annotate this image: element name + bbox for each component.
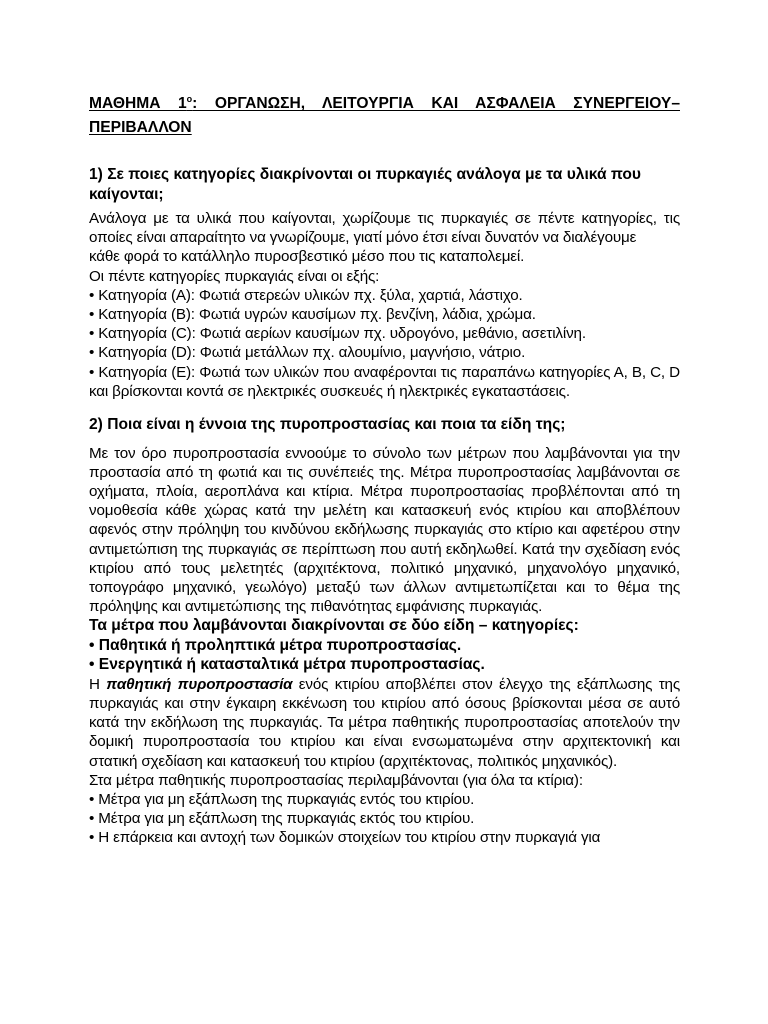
passive-protection-paragraph [89,675,680,771]
passive-list-intro: Στα μέτρα παθητικής πυροπροστασίας περιλαμβάνονται (για όλα τα κτίρια): [89,771,583,789]
title-prefix: ΜΑΘΗΜΑ 1 [89,95,187,112]
passive-measure-item: • Η επάρκεια και αντοχή των δομικών στοιχείων του κτιρίου στην πυρκαγιά για [89,829,601,847]
passive-rest: ενός κτιρίου αποβλέπει στον έλεγχο της εξάπλωσης της πυρκαγιάς και στην έγκαιρη εκκένωση του κτιρίου από όσους βρίσκονται μέσα σε αυτό κατά την εκδήλωση της πυρκαγιάς. Τα μέτρα παθητικής πυροπροστασίας αποτελούν την δομική πυροπροστασία του κτιρίου και είναι ενσωματωμένα στην αρχιτεκτονική και στατική σχεδίαση και κατασκευή του κτιρίου (αρχιτέκτονας, πολιτικός μηχανικός). [89,675,681,770]
section-1-intro: Ανάλογα με τα υλικά που καίγονται, χωρίζουμε τις πυρκαγιές σε πέντε κατηγορίες, τις οποίες είναι απαραίτητο να γνωρίζουμε, γιατί μόνο έτσι είναι δυνατόν να διαλέγουμε [89,210,680,247]
passive-pre: Η [89,675,107,693]
measure-type-item: • Ενεργητικά ή κατασταλτικά μέτρα πυροπροστασίας. [89,656,485,674]
question-1-heading: 1) Σε ποιες κατηγορίες διακρίνονται οι πυρκαγιές ανάλογα με τα υλικά που καίγονται; [89,166,642,203]
measure-type-item: • Παθητικά ή προληπτικά μέτρα πυροπροστασίας. [89,636,462,654]
passive-measure-item: • Μέτρα για μη εξάπλωση της πυρκαγιάς εντός του κτιρίου. [89,791,475,809]
passive-term: παθητική πυροπροστασία [106,675,293,693]
page-title [89,92,680,140]
category-item: • Κατηγορία (D): Φωτιά μετάλλων πχ. αλουμίνιο, μαγνήσιο, νάτριο. [89,344,526,362]
measures-types-heading: Τα μέτρα που λαμβάνονται διακρίνονται σε δύο είδη – κατηγορίες: [89,617,579,635]
category-item: • Κατηγορία (Β): Φωτιά υγρών καυσίμων πχ. βενζίνη, λάδια, χρώμα. [89,306,536,324]
passive-measure-item: • Μέτρα για μη εξάπλωση της πυρκαγιάς εκτός του κτιρίου. [89,810,475,828]
category-item: • Κατηγορία (Ε): Φωτιά των υλικών που αναφέρονται τις παραπάνω κατηγορίες Α, Β, C, D και βρίσκονται κοντά σε ηλεκτρικές συσκευές ή ηλεκτρικές εγκαταστάσεις. [89,363,680,400]
question-2-heading: 2) Ποια είναι η έννοια της πυροπροστασίας και ποια τα είδη της; [89,416,566,434]
title-rest: : ΟΡΓΑΝΩΣΗ, ΛΕΙΤΟΥΡΓΙΑ ΚΑΙ ΑΣΦΑΛΕΙΑ ΣΥΝΕΡΓΕΙΟΥ– ΠΕΡΙΒΑΛΛΟΝ [89,95,680,136]
category-item: • Κατηγορία (C): Φωτιά αερίων καυσίμων πχ. υδρογόνο, μεθάνιο, ασετιλίνη. [89,325,586,343]
categories-intro: Οι πέντε κατηγορίες πυρκαγιάς είναι οι εξής: [89,267,380,285]
fire-protection-definition: Με τον όρο πυροπροστασία εννοούμε το σύνολο των μέτρων που λαμβάνονται για την προστασία από τη φωτιά και τις συνέπειές της. Μέτρα πυροπροστασίας λαμβάνονται σε οχήματα, πλοία, αεροπλάνα και κτίρια. Μέτρα πυροπροστασίας προβλέπονται από τη νομοθεσία κάθε χώρας κατά την μελέτη και κατασκευή ενός κτιρίου και αποβλέπουν αφενός στην πρόληψη του κινδύνου εκδήλωσης πυρκαγιάς στο κτίριο και αφετέρου στην αντιμετώπιση της πυρκαγιάς σε περίπτωση που αυτή εκδηλωθεί. Κατά την σχεδίαση ενός κτιρίου από τους μελετητές (αρχιτέκτονα, πολιτικό μηχανικό, μηχανολόγο μηχανικό, τοπογράφο μηχανικό, γεωλόγο) μεταξύ των άλλων αντιμετωπίζεται και το θέμα της πρόληψης και αντιμετώπισης της πιθανότητας εμφάνισης πυρκαγιάς. [89,444,680,616]
section-1-intro-cont: κάθε φορά το κατάλληλο πυροσβεστικό μέσο που τις καταπολεμεί. [89,248,525,266]
title-superscript: ο [186,94,193,104]
section-2-body [89,444,680,848]
category-item: • Κατηγορία (Α): Φωτιά στερεών υλικών πχ. ξύλα, χαρτιά, λάστιχο. [89,286,523,304]
section-1-body [89,209,680,401]
